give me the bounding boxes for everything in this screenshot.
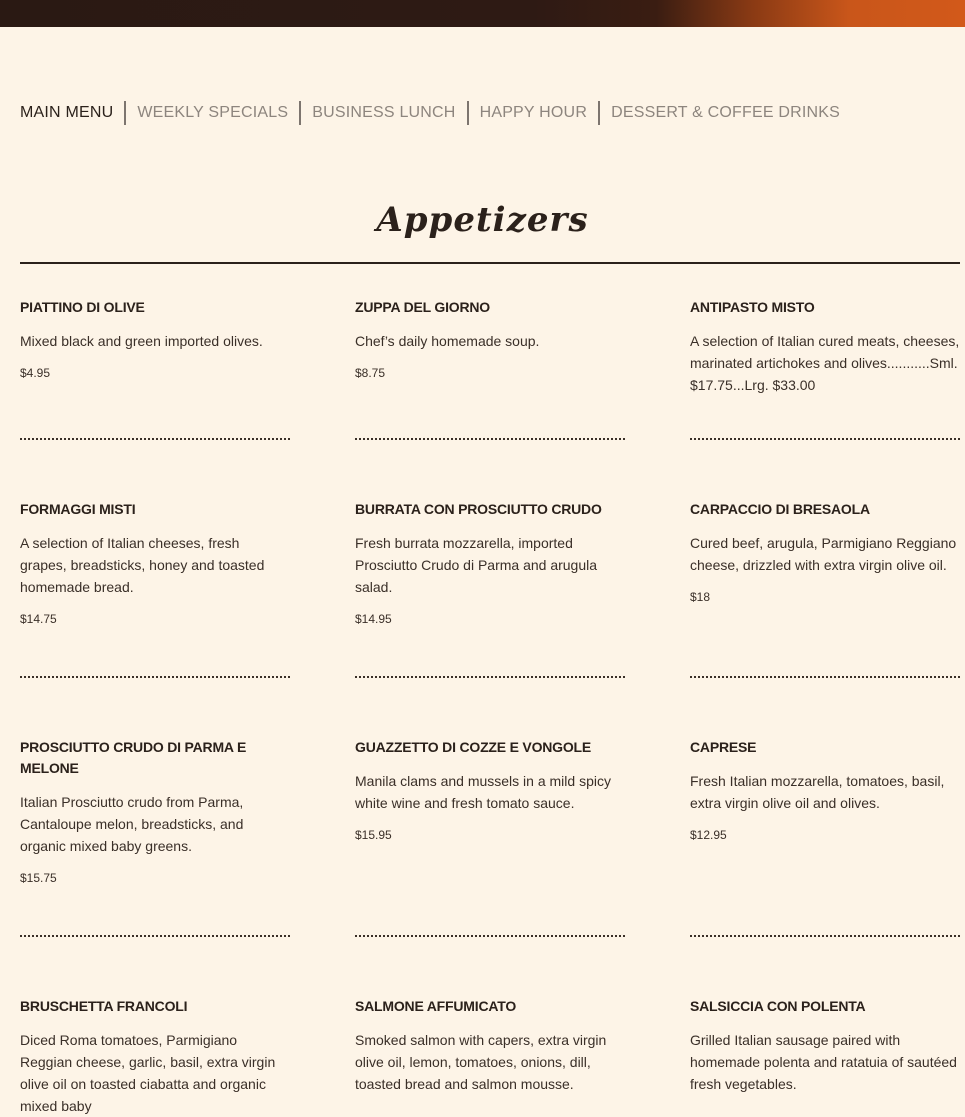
dotted-separator — [20, 676, 290, 682]
tab-dessert-coffee[interactable]: DESSERT & COFFEE DRINKS — [598, 101, 851, 125]
dotted-separator — [690, 438, 960, 444]
item-price: $8.75 — [355, 366, 386, 380]
item-description: Grilled Italian sausage paired with homemade polenta and ratatuia of sautéed fresh vegetables. — [690, 1032, 957, 1092]
item-price: $4.95 — [20, 366, 51, 380]
item-price: $14.75 — [20, 612, 57, 626]
hero-image-strip — [0, 0, 965, 27]
item-name: ANTIPASTO MISTO — [690, 299, 815, 315]
menu-item — [20, 737, 290, 885]
dotted-separator — [690, 676, 960, 682]
menu-item — [355, 297, 625, 380]
dotted-separator — [355, 676, 625, 682]
menu-tabs — [20, 100, 851, 126]
item-name: GUAZZETTO DI COZZE E VONGOLE — [355, 739, 592, 755]
item-price: $14.95 — [355, 612, 392, 626]
dotted-separator — [690, 935, 960, 941]
menu-item — [20, 499, 290, 626]
item-name: SALMONE AFFUMICATO — [355, 998, 517, 1014]
tab-business-lunch[interactable]: BUSINESS LUNCH — [299, 101, 466, 125]
item-description: Chef’s daily homemade soup. — [355, 333, 540, 349]
section-divider — [20, 262, 960, 264]
dotted-separator — [355, 935, 625, 941]
menu-item — [690, 737, 960, 842]
menu-item — [20, 996, 290, 1117]
item-name: PIATTINO DI OLIVE — [20, 299, 145, 315]
dotted-separator — [20, 935, 290, 941]
tab-main-menu[interactable]: MAIN MENU — [20, 104, 114, 121]
item-name: ZUPPA DEL GIORNO — [355, 299, 490, 315]
item-name: CARPACCIO DI BRESAOLA — [690, 501, 870, 517]
item-description: Italian Prosciutto crudo from Parma, Cantaloupe melon, breadsticks, and organic mixed baby greens. — [20, 794, 244, 854]
item-description: Manila clams and mussels in a mild spicy white wine and fresh tomato sauce. — [355, 773, 611, 811]
item-description: Fresh burrata mozzarella, imported Prosciutto Crudo di Parma and arugula salad. — [355, 535, 598, 595]
menu-item — [690, 297, 960, 396]
item-description: A selection of Italian cured meats, cheeses, marinated artichokes and olives...........Sml. $17.75...Lrg. $33.00 — [690, 333, 960, 393]
item-price: $18 — [690, 590, 711, 604]
menu-item — [690, 499, 960, 604]
item-description: A selection of Italian cheeses, fresh grapes, breadsticks, honey and toasted homemade bread. — [20, 535, 265, 595]
item-description: Mixed black and green imported olives. — [20, 333, 263, 349]
item-price: $12.95 — [690, 828, 727, 842]
item-name: FORMAGGI MISTI — [20, 501, 136, 517]
tab-weekly-specials[interactable]: WEEKLY SPECIALS — [124, 101, 299, 125]
item-price: $15.95 — [355, 828, 392, 842]
item-description: Diced Roma tomatoes, Parmigiano Reggian cheese, garlic, basil, extra virgin olive oil on toasted ciabatta and organic mixed baby — [20, 1032, 276, 1114]
menu-item — [355, 737, 625, 842]
item-description: Smoked salmon with capers, extra virgin olive oil, lemon, tomatoes, onions, dill, toasted bread and salmon mousse. — [355, 1032, 607, 1092]
item-price: $15.75 — [20, 871, 57, 885]
item-name: PROSCIUTTO CRUDO DI PARMA E MELONE — [20, 739, 247, 776]
item-name: SALSICCIA CON POLENTA — [690, 998, 866, 1014]
menu-item — [690, 996, 960, 1095]
item-name: BURRATA CON PROSCIUTTO CRUDO — [355, 501, 602, 517]
menu-item — [355, 499, 625, 626]
item-name: BRUSCHETTA FRANCOLI — [20, 998, 188, 1014]
menu-item — [20, 297, 290, 380]
section-title: Appetizers — [376, 200, 589, 240]
menu-item — [355, 996, 625, 1095]
item-description: Fresh Italian mozzarella, tomatoes, basil, extra virgin olive oil and olives. — [690, 773, 945, 811]
dotted-separator — [20, 438, 290, 444]
item-description: Cured beef, arugula, Parmigiano Reggiano cheese, drizzled with extra virgin olive oil. — [690, 535, 957, 573]
dotted-separator — [355, 438, 625, 444]
item-name: CAPRESE — [690, 739, 757, 755]
tab-happy-hour[interactable]: HAPPY HOUR — [467, 101, 599, 125]
